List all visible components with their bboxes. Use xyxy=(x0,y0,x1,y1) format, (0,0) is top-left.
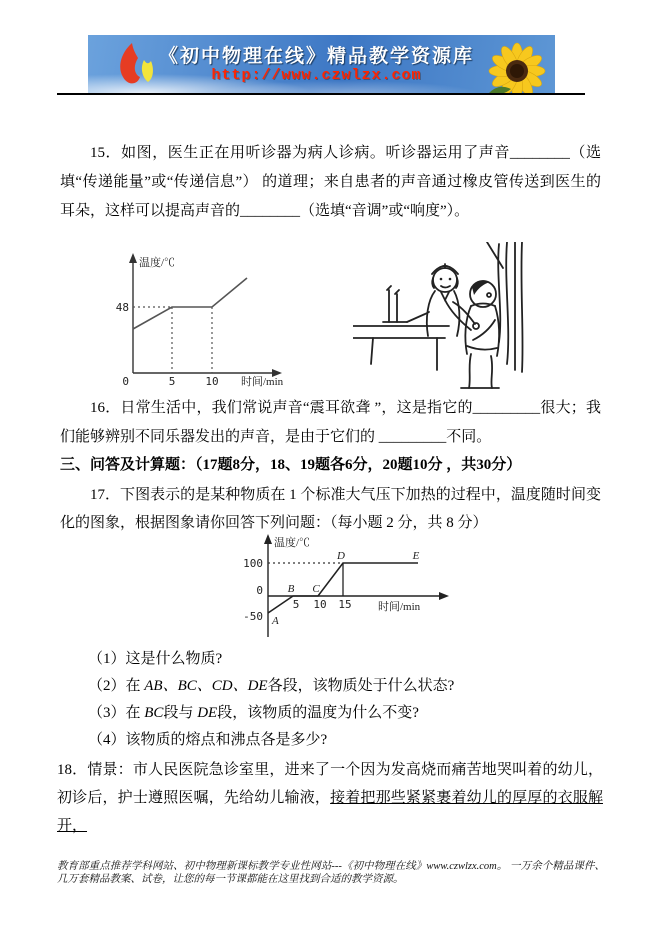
x-tick-15: 15 xyxy=(338,598,352,611)
y-tick-48: 48 xyxy=(115,301,129,314)
x-tick-5: 5 xyxy=(292,598,300,611)
temperature-time-graph-15 xyxy=(105,250,300,390)
sub-question-4 xyxy=(88,727,568,754)
origin-label: 0 xyxy=(122,375,129,388)
text-segment: 各段，该物质处于什么状态? xyxy=(267,678,455,694)
text-segment: 段与 xyxy=(163,705,198,721)
banner-url: http://www.czwlzx.com xyxy=(211,67,422,84)
question-16-text: 16．日常生活中，我们常说声音“震耳欲聋 ”，这是指它的_________很大；我们能够辨别不同乐器发出的声音，是由于它们的 _________不同。 xyxy=(60,400,601,445)
temperature-time-graph-17 xyxy=(230,534,460,649)
point-label-E: E xyxy=(412,550,420,562)
text-segment: 段，该物质的温度为什么不变? xyxy=(217,705,419,721)
doctor-patient-illustration xyxy=(353,242,525,390)
point-label-C: C xyxy=(312,583,320,595)
y-tick-100: 100 xyxy=(243,557,263,570)
point-label-B: B xyxy=(287,583,295,595)
text-segment: 接着把那些紧紧裹着幼儿的厚厚的衣服解开， xyxy=(57,790,603,834)
x-tick-10: 10 xyxy=(205,375,219,388)
question-18-text xyxy=(57,756,603,840)
sub-question-2 xyxy=(88,673,568,700)
x-axis-label: 时间/min xyxy=(241,376,284,388)
y-axis-label: 温度/℃ xyxy=(139,257,176,269)
point-label-D: D xyxy=(337,550,345,562)
header-banner xyxy=(88,35,555,93)
footer-text: 教育部重点推荐学科网站、初中物理新课标教学专业性网站---《初中物理在线》www.czwlzx.com。 一万余个精品课件、几万套精品教案、试卷，让您的每一节课都能在这里找到合适的教学资源。 xyxy=(57,861,605,885)
y-axis-label: 温度/℃ xyxy=(274,537,311,549)
y-tick-0: 0 xyxy=(256,584,263,597)
text-segment: （1）这是什么物质? xyxy=(88,651,223,667)
question-17-text: 17．下图表示的是某种物质在 1 个标准大气压下加热的过程中，温度随时间变化的图象，根据图象请你回答下列问题：（每小题 2 分，共 8 分） xyxy=(60,487,601,531)
question-15-text: 15．如图，医生正在用听诊器为病人诊病。听诊器运用了声音________（选填“传递能量”或“传递信息”） 的道理；来自患者的声音通过橡皮管传送到医生的 耳朵，这样可以提高声音的________（选填“音调”或“响度”）。 xyxy=(60,145,601,219)
x-axis-label: 时间/min xyxy=(378,601,421,613)
x-tick-5: 5 xyxy=(168,375,176,388)
text-segment: （2）在 xyxy=(88,678,145,694)
banner-title: 《初中物理在线》精品教学资源库 xyxy=(158,46,474,67)
question-17-subquestions xyxy=(88,646,568,754)
x-tick-10: 10 xyxy=(313,598,327,611)
text-segment: 18．情景：市人民医院急诊室里，进来了一个因为发高烧而痛苦地哭叫着的幼儿，初诊后，护士遵照医嘱，先给幼儿输液， xyxy=(57,762,603,806)
text-segment: （4）该物质的熔点和沸点各是多少? xyxy=(88,732,328,748)
point-label-A: A xyxy=(272,615,279,627)
text-segment: BC xyxy=(144,705,164,721)
text-segment: （3）在 xyxy=(88,705,145,721)
section-3-heading: 三、问答及计算题：（17题8分，18、19题各6分，20题10分 ，共30分） xyxy=(60,457,522,473)
y-tick-neg50: -50 xyxy=(243,610,263,623)
sub-question-1 xyxy=(88,646,568,673)
sunflower-icon xyxy=(471,41,553,93)
header-divider xyxy=(57,93,585,95)
text-segment: AB、BC、CD、DE xyxy=(144,678,268,694)
sub-question-3 xyxy=(88,700,568,727)
text-segment: DE xyxy=(197,705,218,721)
